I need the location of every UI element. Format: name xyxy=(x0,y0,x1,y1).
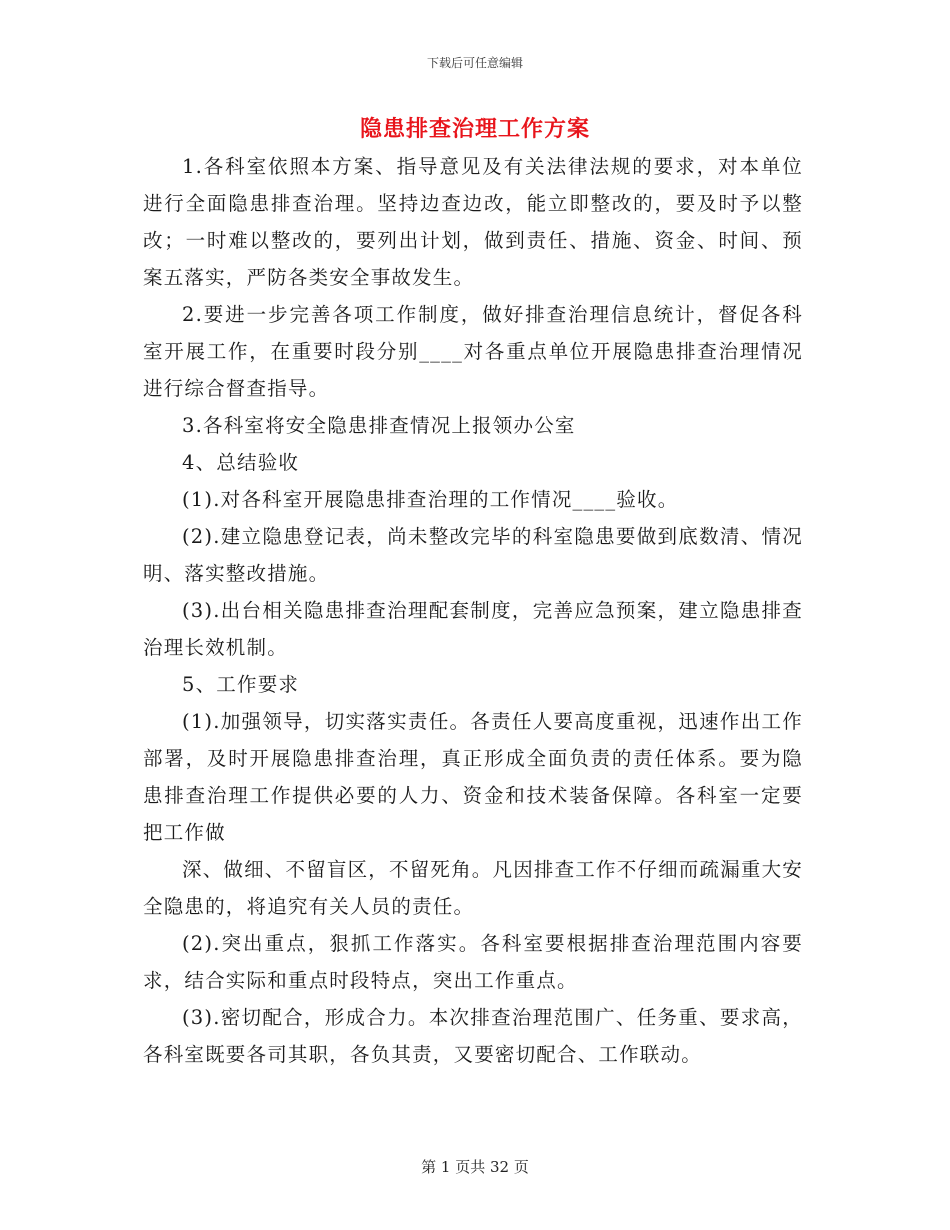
section-heading-5: 5、工作要求 xyxy=(182,673,300,696)
page-footer: 第 1 页共 32 页 xyxy=(421,1158,529,1176)
paragraph-4-1: (1).对各科室开展隐患排查治理的工作情况____验收。 xyxy=(182,488,679,511)
paragraph-4-3: (3).出台相关隐患排查治理配套制度，完善应急预案，建立隐患排查治理长效机制。 xyxy=(143,599,803,659)
document-body xyxy=(143,148,803,1073)
document-title: 隐患排查治理工作方案 xyxy=(359,116,590,142)
paragraph-5-3: (3).密切配合，形成合力。本次排查治理范围广、任务重、要求高，各科室既要各司其职，各负其责，又要密切配合、工作联动。 xyxy=(143,1006,803,1066)
paragraph-3: 3.各科室将安全隐患排查情况上报领办公室 xyxy=(182,414,576,437)
paragraph-1: 1.各科室依照本方案、指导意见及有关法律法规的要求，对本单位进行全面隐患排查治理。坚持边查边改，能立即整改的，要及时予以整改；一时难以整改的，要列出计划，做到责任、措施、资金、时间、预案五落实，严防各类安全事故发生。 xyxy=(143,155,803,289)
paragraph-4-2: (2).建立隐患登记表，尚未整改完毕的科室隐患要做到底数清、情况明、落实整改措施。 xyxy=(143,525,803,585)
paragraph-2: 2.要进一步完善各项工作制度，做好排查治理信息统计，督促各科室开展工作，在重要时段分别____对各重点单位开展隐患排查治理情况进行综合督查指导。 xyxy=(143,303,803,400)
paragraph-5-1-continued: 深、做细、不留盲区，不留死角。凡因排查工作不仔细而疏漏重大安全隐患的，将追究有关人员的责任。 xyxy=(143,858,804,918)
header-note: 下载后可任意编辑 xyxy=(426,56,523,70)
paragraph-5-2: (2).突出重点，狠抓工作落实。各科室要根据排查治理范围内容要求，结合实际和重点时段特点，突出工作重点。 xyxy=(143,932,803,992)
section-heading-4: 4、总结验收 xyxy=(182,451,300,474)
paragraph-5-1: (1).加强领导，切实落实责任。各责任人要高度重视，迅速作出工作部署，及时开展隐患排查治理，真正形成全面负责的责任体系。要为隐患排查治理工作提供必要的人力、资金和技术装备保障。各科室一定要把工作做 xyxy=(143,710,803,844)
